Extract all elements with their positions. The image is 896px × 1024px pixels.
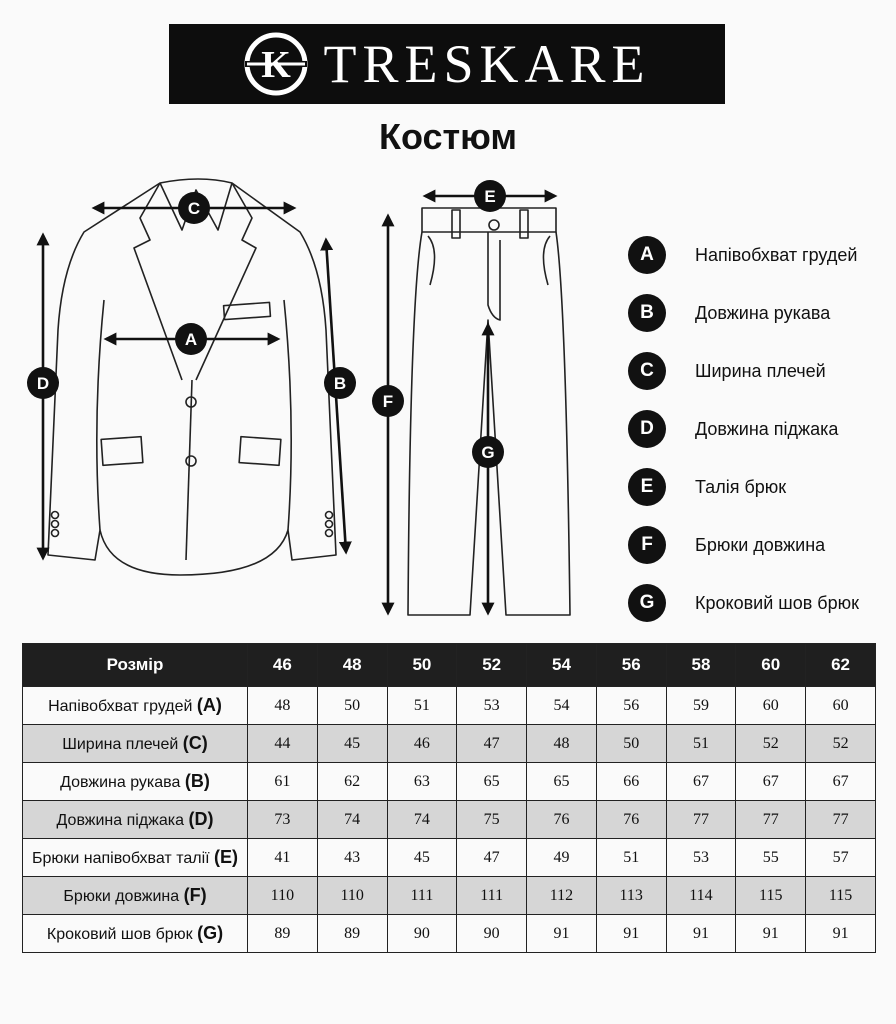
table-row: [23, 763, 876, 801]
legend-item: [628, 226, 859, 284]
table-cell: 55: [736, 839, 806, 877]
table-cell: 77: [806, 801, 876, 839]
legend-label: Напівобхват грудей: [695, 244, 858, 265]
legend-label: Ширина плечей: [695, 360, 826, 381]
row-label-text: Ширина плечей: [62, 736, 179, 753]
size-header-row: [23, 644, 876, 687]
table-cell: 111: [457, 877, 527, 915]
table-cell: 50: [596, 725, 666, 763]
row-label-code: (C): [182, 733, 208, 753]
table-cell: 91: [736, 915, 806, 953]
jacket-body-outline: [48, 179, 336, 575]
table-cell: 73: [248, 801, 318, 839]
table-cell: 47: [457, 725, 527, 763]
size-header-cell: 58: [666, 644, 736, 687]
table-cell: 90: [387, 915, 457, 953]
table-cell: 67: [736, 763, 806, 801]
row-label: [23, 877, 248, 915]
table-cell: 56: [596, 687, 666, 725]
table-cell: 115: [806, 877, 876, 915]
brand-logo-letter: K: [261, 44, 292, 86]
legend-label: Довжина піджака: [695, 418, 839, 439]
row-label: [23, 915, 248, 953]
table-cell: 76: [596, 801, 666, 839]
table-cell: 57: [806, 839, 876, 877]
jacket-left-pocket: [101, 437, 143, 466]
table-cell: 59: [666, 687, 736, 725]
row-label-code: (A): [196, 695, 222, 715]
table-cell: 62: [317, 763, 387, 801]
row-label: [23, 687, 248, 725]
marker-G: [472, 436, 504, 468]
jacket-illustration: [48, 179, 336, 575]
size-header-cell: 56: [596, 644, 666, 687]
table-cell: 43: [317, 839, 387, 877]
page-title: Костюм: [378, 116, 518, 157]
table-cell: 112: [527, 877, 597, 915]
jacket-breast-pocket: [224, 302, 271, 319]
row-label-code: (G): [197, 923, 224, 943]
table-cell: 45: [317, 725, 387, 763]
row-label: [23, 801, 248, 839]
sleeve-button: [52, 521, 59, 528]
table-cell: 63: [387, 763, 457, 801]
table-cell: 91: [596, 915, 666, 953]
table-cell: 60: [736, 687, 806, 725]
table-cell: 74: [317, 801, 387, 839]
trousers-right-pocket: [543, 236, 550, 285]
marker-label: G: [481, 443, 495, 462]
table-cell: 110: [317, 877, 387, 915]
table-cell: 54: [527, 687, 597, 725]
marker-label: B: [333, 374, 347, 393]
table-cell: 51: [596, 839, 666, 877]
table-cell: 91: [527, 915, 597, 953]
jacket-left-sleeve-seam: [97, 300, 104, 530]
suit-diagram: [0, 160, 620, 630]
marker-label: F: [382, 392, 394, 411]
measurement-lines: [43, 196, 555, 613]
table-cell: 90: [457, 915, 527, 953]
size-header-label: Розмір: [23, 644, 248, 687]
table-cell: 50: [317, 687, 387, 725]
marker-label: A: [184, 330, 198, 349]
marker-B: [324, 367, 356, 399]
legend-badge: F: [628, 526, 666, 564]
table-cell: 41: [248, 839, 318, 877]
table-cell: 91: [806, 915, 876, 953]
table-cell: 65: [527, 763, 597, 801]
sleeve-button: [326, 530, 333, 537]
brand-logo-icon: [243, 31, 309, 97]
table-row: [23, 839, 876, 877]
legend-badge: C: [628, 352, 666, 390]
table-cell: 49: [527, 839, 597, 877]
jacket-button: [186, 456, 196, 466]
table-cell: 77: [736, 801, 806, 839]
trousers-left-pocket: [428, 236, 435, 285]
belt-loop: [520, 210, 528, 238]
table-cell: 47: [457, 839, 527, 877]
row-label-code: (D): [188, 809, 214, 829]
legend-label: Кроковий шов брюк: [695, 592, 859, 613]
table-cell: 110: [248, 877, 318, 915]
row-label-code: (F): [183, 885, 207, 905]
brand-header: [169, 24, 725, 104]
sleeve-button: [326, 521, 333, 528]
row-label: [23, 763, 248, 801]
sleeve-button: [52, 530, 59, 537]
table-row: [23, 687, 876, 725]
row-label-text: Брюки напівобхват талії: [31, 850, 210, 867]
jacket-right-pocket: [239, 437, 281, 466]
marker-F: [372, 385, 404, 417]
row-label-code: (B): [184, 771, 210, 791]
table-cell: 61: [248, 763, 318, 801]
legend-badge: B: [628, 294, 666, 332]
table-row: [23, 801, 876, 839]
table-cell: 51: [666, 725, 736, 763]
trousers-fly: [488, 232, 500, 320]
table-cell: 75: [457, 801, 527, 839]
measurement-legend: [628, 226, 859, 632]
table-cell: 67: [806, 763, 876, 801]
legend-item: [628, 516, 859, 574]
size-header-cell: 46: [248, 644, 318, 687]
marker-E: [474, 180, 506, 212]
row-label-text: Напівобхват грудей: [48, 698, 193, 715]
size-header-cell: 54: [527, 644, 597, 687]
table-row: [23, 877, 876, 915]
table-cell: 48: [248, 687, 318, 725]
size-header-cell: 60: [736, 644, 806, 687]
table-row: [23, 915, 876, 953]
table-cell: 113: [596, 877, 666, 915]
table-cell: 51: [387, 687, 457, 725]
table-cell: 67: [666, 763, 736, 801]
legend-item: [628, 458, 859, 516]
table-cell: 89: [317, 915, 387, 953]
row-label: [23, 725, 248, 763]
marker-label: E: [484, 187, 496, 206]
table-cell: 74: [387, 801, 457, 839]
marker-label: C: [187, 199, 201, 218]
row-label: [23, 839, 248, 877]
table-cell: 89: [248, 915, 318, 953]
row-label-text: Брюки довжина: [63, 888, 180, 905]
row-label-code: (E): [214, 847, 239, 867]
marker-A: [175, 323, 207, 355]
legend-label: Талія брюк: [695, 476, 787, 497]
trousers-button: [489, 220, 499, 230]
table-cell: 76: [527, 801, 597, 839]
table-cell: 46: [387, 725, 457, 763]
marker-D: [27, 367, 59, 399]
table-cell: 53: [457, 687, 527, 725]
legend-badge: D: [628, 410, 666, 448]
table-cell: 114: [666, 877, 736, 915]
size-table: [22, 643, 876, 953]
legend-item: [628, 574, 859, 632]
brand-name: TRESKARE: [323, 34, 651, 94]
table-cell: 60: [806, 687, 876, 725]
legend-item: [628, 400, 859, 458]
row-label-text: Довжина піджака: [56, 812, 184, 829]
legend-label: Довжина рукава: [695, 302, 831, 323]
size-header-cell: 48: [317, 644, 387, 687]
table-cell: 111: [387, 877, 457, 915]
legend-badge: A: [628, 236, 666, 274]
row-label-text: Довжина рукава: [60, 774, 181, 791]
table-cell: 48: [527, 725, 597, 763]
marker-label: D: [36, 374, 50, 393]
table-cell: 53: [666, 839, 736, 877]
sleeve-button: [52, 512, 59, 519]
table-cell: 77: [666, 801, 736, 839]
legend-badge: G: [628, 584, 666, 622]
legend-badge: E: [628, 468, 666, 506]
table-cell: 45: [387, 839, 457, 877]
table-cell: 52: [806, 725, 876, 763]
size-header-cell: 50: [387, 644, 457, 687]
legend-item: [628, 342, 859, 400]
size-header-cell: 52: [457, 644, 527, 687]
table-cell: 65: [457, 763, 527, 801]
legend-label: Брюки довжина: [695, 534, 826, 555]
jacket-right-sleeve-seam: [284, 300, 291, 530]
table-cell: 52: [736, 725, 806, 763]
table-cell: 44: [248, 725, 318, 763]
marker-C: [178, 192, 210, 224]
table-cell: 66: [596, 763, 666, 801]
sleeve-button: [326, 512, 333, 519]
size-header-cell: 62: [806, 644, 876, 687]
legend-item: [628, 284, 859, 342]
table-cell: 115: [736, 877, 806, 915]
table-cell: 91: [666, 915, 736, 953]
belt-loop: [452, 210, 460, 238]
jacket-left-lapel: [134, 183, 182, 380]
row-label-text: Кроковий шов брюк: [46, 926, 193, 943]
table-row: [23, 725, 876, 763]
